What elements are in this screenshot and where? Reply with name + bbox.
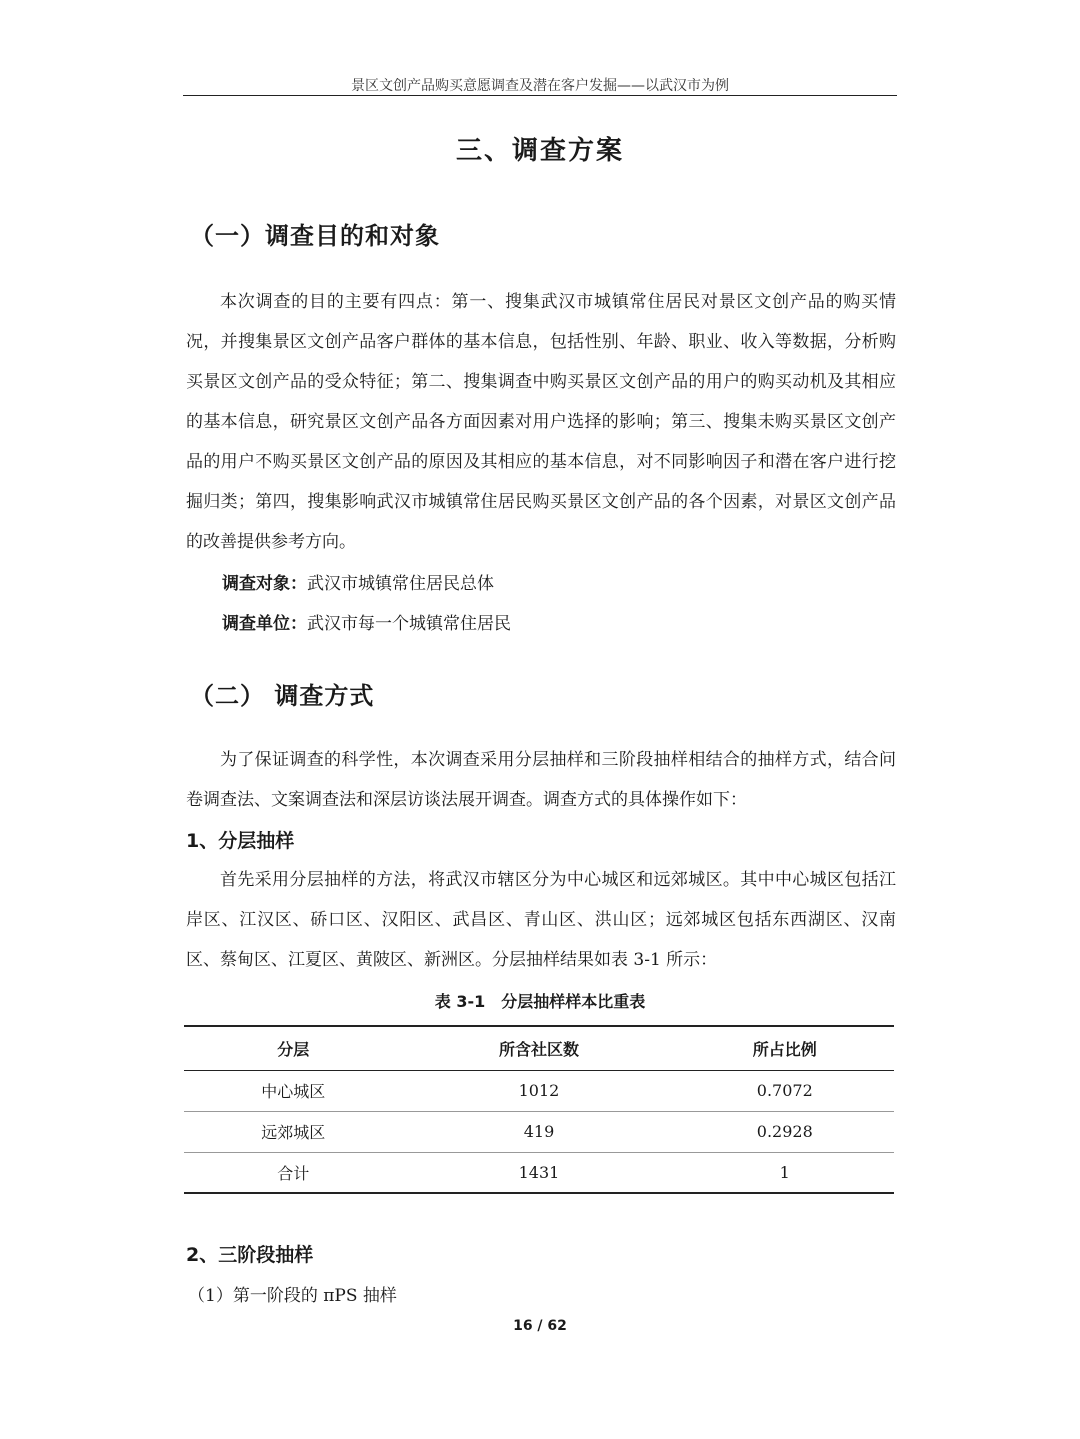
survey-object-label: 调查对象： [222,574,307,594]
purpose-paragraph-text: 本次调查的目的主要有四点：第一、搜集武汉市城镇常住居民对景区文创产品的购买情况，并搜集景区文创产品客户群体的基本信息，包括性别、年龄、职业、收入等数据，分析购买景区文创产品的受众特征；第二、搜集调查中购买景区文创产品的用户的购买动机及其相应的基本信息，研究景区文创产品各方面因素对用户选择的影响；第三、搜集未购买景区文创产品的用户不购买景区文创产品的原因及其相应的基本信息，对不同影响因子和潜在客户进行挖掘归类；第四，搜集影响武汉市城镇常住居民购买景区文创产品的各个因素，对景区文创产品的改善提供参考方向。 [186,292,896,552]
table-header-cell: 分层 [184,1026,402,1070]
stratified-paragraph-text: 首先采用分层抽样的方法，将武汉市辖区分为中心城区和远郊城区。其中中心城区包括江岸区、江汉区、硚口区、汉阳区、武昌区、青山区、洪山区；远郊城区包括东西湖区、汉南区、蔡甸区、江夏区、黄陂区、新洲区。分层抽样结果如表 3-1 所示： [186,870,896,970]
subsection-title-three-stage: 2、三阶段抽样 [186,1244,314,1266]
survey-object-line [222,569,494,594]
section-title-purpose: （一）调查目的和对象 [190,222,440,250]
survey-unit-line [222,609,511,634]
table-cell: 合计 [184,1152,402,1193]
table-cell: 1 [676,1152,894,1193]
survey-unit-label: 调查单位： [222,614,307,634]
method-paragraph [186,740,896,820]
table-header-row [184,1026,894,1070]
table-row [184,1070,894,1111]
header-divider [183,95,897,96]
first-stage-item: （1）第一阶段的 πPS 抽样 [188,1286,397,1306]
table-row [184,1111,894,1152]
table-cell: 远郊城区 [184,1111,402,1152]
table-cell: 1012 [402,1070,675,1111]
table-cell: 1431 [402,1152,675,1193]
running-header: 景区文创产品购买意愿调查及潜在客户发掘——以武汉市为例 [351,78,729,94]
table-header-cell: 所含社区数 [402,1026,675,1070]
survey-unit-value: 武汉市每一个城镇常住居民 [307,614,511,634]
table-header-cell: 所占比例 [676,1026,894,1070]
table-cell: 0.2928 [676,1111,894,1152]
table-cell: 419 [402,1111,675,1152]
page-number: 16 / 62 [513,1318,567,1334]
stratified-sample-table [184,1025,894,1194]
table-row [184,1152,894,1193]
table-cell: 中心城区 [184,1070,402,1111]
table-cell: 0.7072 [676,1070,894,1111]
table-caption: 表 3-1 分层抽样样本比重表 [434,992,646,1011]
method-paragraph-text: 为了保证调查的科学性，本次调查采用分层抽样和三阶段抽样相结合的抽样方式，结合问卷调查法、文案调查法和深层访谈法展开调查。调查方式的具体操作如下： [186,750,896,810]
purpose-paragraph [186,282,896,562]
survey-object-value: 武汉市城镇常住居民总体 [307,574,494,594]
chapter-title: 三、调查方案 [455,136,624,166]
subsection-title-stratified: 1、分层抽样 [186,830,295,852]
section-title-method: （二） 调查方式 [190,682,375,710]
stratified-paragraph [186,860,896,980]
